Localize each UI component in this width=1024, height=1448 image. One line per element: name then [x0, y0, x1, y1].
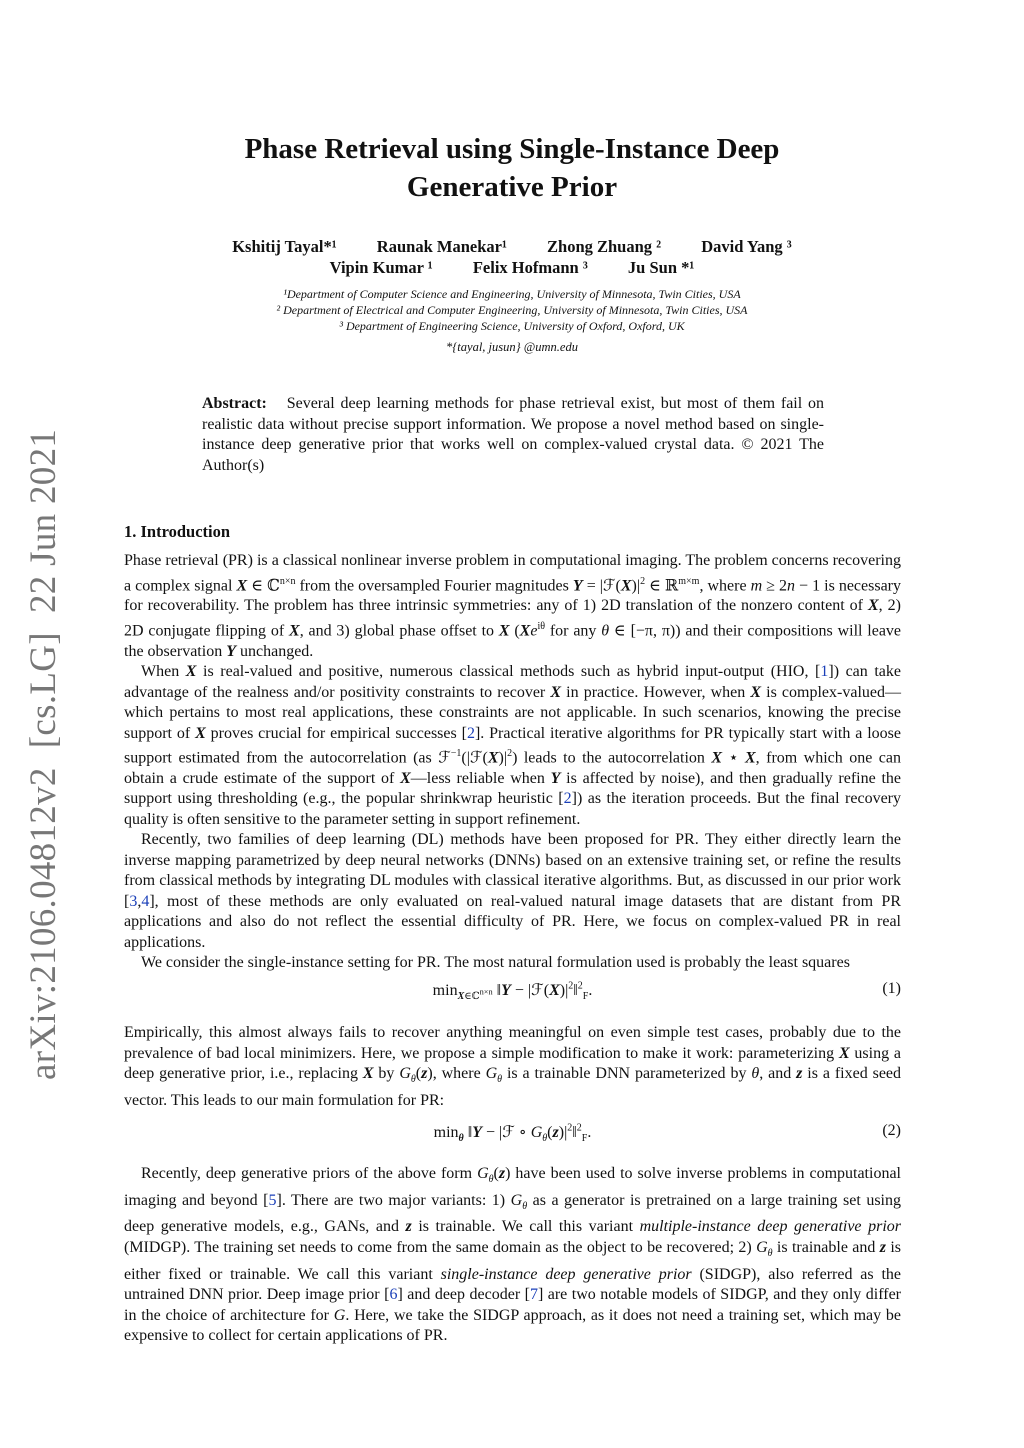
- author: Vipin Kumar ¹: [329, 258, 433, 277]
- paragraph: Phase retrieval (PR) is a classical nonlinear inverse problem in computational imaging. The problem concerns recovering a complex signal X ∈ ℂ$^{n\times n}$ from the oversampled Fourier magnitudes $Y = |ℱ(X)|^2$ ∈ ℝ$^{m\times m}$, where m ≥ 2n − 1 is necessary for recoverability. The problem has three intrinsic symmetries: any of 1) 2D translation of the nonzero content of X, 2) 2D conjugate flipping of X, and 3) global phase offset to X ($Xe^{i\theta}$ for any θ ∈ [−π, π)) and their compositions will leave the observation Y unchanged.: [124, 552, 902, 660]
- affiliations: [0, 286, 1024, 334]
- affiliation: ³ Department of Engineering Science, University of Oxford, Oxford, UK: [339, 319, 685, 333]
- title-line-2: Generative Prior: [406, 171, 618, 203]
- author: Felix Hofmann ³: [472, 258, 588, 277]
- equation-1-number: (1): [882, 980, 901, 997]
- section-heading: 1. Introduction: [124, 522, 231, 541]
- title-line-1: Phase Retrieval using Single-Instance Deep: [244, 133, 780, 165]
- abstract: [202, 394, 824, 476]
- paragraph: When X is real-valued and positive, numerous classical methods such as hybrid input-output (HIO, [1]) can take advantage of the realness and/or positivity constraints to recover X in practice. However, when X is complex-valued—which pertains to most real applications, these constraints are not applicable. In such scenarios, knowing the precise support of X proves crucial for empirical successes [2]. Practical iterative algorithms for PR typically start with a loose support estimated from the autocorrelation (as $ℱ^{-1}(|ℱ(X)|^2)$ leads to the autocorrelation X ⋆ X, from which one can obtain a crude estimate of the support of X—less reliable when Y is affected by noise), and then gradually refine the support using thresholding (e.g., the popular shrinkwrap heuristic [2]) as the iteration proceeds. But the final recovery quality is often sensitive to the parameter setting in support refinement.: [124, 663, 902, 828]
- author-list: [0, 236, 1024, 278]
- affiliation: ² Department of Electrical and Computer Engineering, University of Minnesota, Twin Cities, USA: [276, 303, 748, 317]
- abstract-text: Several deep learning methods for phase retrieval exist, but most of them fail on realistic data without precise support information. We propose a novel method based on single-instance deep generative prior that works well on complex-valued crystal data. © 2021 The Author(s): [202, 395, 825, 474]
- paragraph: We consider the single-instance setting for PR. The most natural formulation used is probably the least squares: [141, 954, 850, 972]
- equation-1-formula: $\min_{X\in ℂ^{n\times n}}$ ‖Y − $|ℱ(X)|^2‖^2_F$.: [432, 980, 593, 1003]
- equation-2-number: (2): [882, 1122, 901, 1139]
- author: Zhong Zhuang ²: [547, 237, 662, 256]
- author: David Yang ³: [701, 237, 792, 256]
- body-text-block-3: [124, 1164, 901, 1347]
- body-text-block-2: [124, 1023, 901, 1111]
- affiliation: ¹Department of Computer Science and Engineering, University of Minnesota, Twin Cities, USA: [283, 287, 741, 301]
- equation-2-formula: $\min_\theta$ ‖Y − |ℱ ∘ $G_\theta(z)|^2‖^2_F$.: [433, 1122, 592, 1145]
- paragraph: Recently, two families of deep learning (DL) methods have been proposed for PR. They either directly learn the inverse mapping parametrized by deep neural networks (DNNs) based on an extensive training set, or refine the results from classical methods by integrating DL modules with classical iterative algorithms. But, as discussed in our prior work [3,4], most of these methods are only evaluated on real-valued natural image datasets that are distant from PR applications and also do not reflect the essential difficulty of PR. Here, we focus on complex-valued PR in real applications.: [124, 831, 901, 951]
- author: Kshitij Tayal*¹: [232, 237, 337, 256]
- abstract-label: Abstract:: [202, 395, 267, 412]
- author: Raunak Manekar¹: [376, 237, 507, 256]
- paper-title: [0, 130, 1024, 206]
- paragraph: Recently, deep generative priors of the above form $G_\theta(z)$ have been used to solve inverse problems in computational imaging and beyond [5]. There are two major variants: 1) $G_\theta$ as a generator is pretrained on a large training set using deep generative models, e.g., GANs, and z is trainable. We call this variant multiple-instance deep generative prior (MIDGP). The training set needs to come from the same domain as the object to be recovered; 2) $G_\theta$ is trainable and z is either fixed or trainable. We call this variant single-instance deep generative prior (SIDGP), also referred as the untrained DNN prior. Deep image prior [6] and deep decoder [7] are two notable models of SIDGP, and they only differ in the choice of architecture for G. Here, we take the SIDGP approach, as it does not need a training set, which may be expensive to collect for certain applications of PR.: [124, 1165, 902, 1345]
- paragraph: Empirically, this almost always fails to recover anything meaningful on even simple test cases, probably due to the prevalence of bad local minimizers. Here, we propose a simple modification to make it work: parameterizing X using a deep generative prior, i.e., replacing X by $G_\theta(z)$, where $G_\theta$ is a trainable DNN parameterized by θ, and z is a fixed seed vector. This leads to our main formulation for PR:: [124, 1024, 902, 1109]
- equation-1: [124, 980, 901, 1010]
- equation-2: [124, 1122, 901, 1152]
- body-text-block-1: [124, 551, 901, 974]
- author: Ju Sun *¹: [627, 258, 695, 277]
- contact-email: *{tayal, jusun} @umn.edu: [446, 340, 578, 354]
- arxiv-side-label: arXiv:2106.04812v2 [cs.LG] 22 Jun 2021: [23, 428, 64, 1080]
